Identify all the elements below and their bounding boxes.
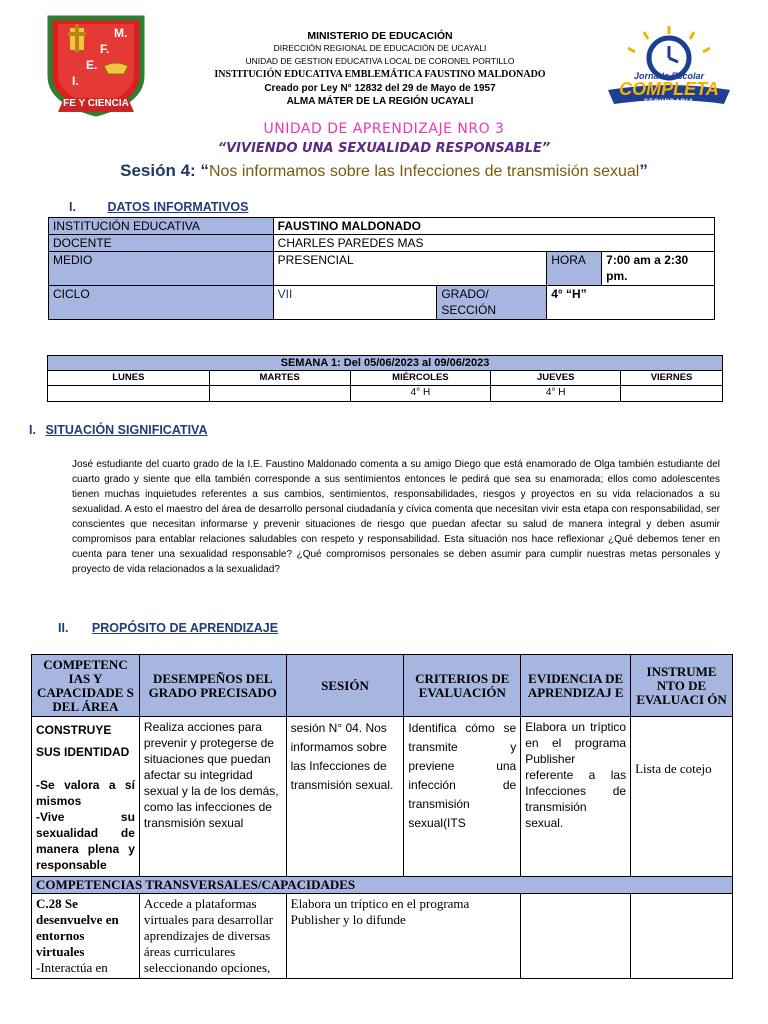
col-performances: DESEMPEÑOS DEL GRADO PRECISADO: [139, 655, 286, 717]
proposito-table: [31, 654, 733, 979]
capacity-self-value: -Se valora a sí mismos: [36, 778, 135, 808]
school-shield-logo: [44, 14, 148, 118]
capacity-sexuality: -Vive su sexualidad de manera plena y responsable: [36, 810, 135, 872]
week-range: SEMANA 1: Del 05/06/2023 al 09/06/2023: [48, 356, 723, 371]
slot-monday: [48, 386, 210, 402]
transversal-evidence-cell: [521, 894, 631, 979]
shield-letter-e: E.: [86, 58, 98, 72]
institution-label: INSTITUCIÓN EDUCATIVA: [49, 218, 274, 235]
competence-title: CONSTRUYE SUS IDENTIDAD: [36, 723, 130, 759]
session-close-quote: ”: [639, 161, 648, 180]
situacion-heading-num: I.: [29, 423, 36, 437]
teacher-label: DOCENTE: [49, 235, 274, 252]
slot-wednesday: 4° H: [350, 386, 491, 402]
jornada-completa-logo: [604, 24, 734, 110]
law-line: Creado por Ley N° 12832 del 29 de Mayo de 1957: [264, 83, 496, 94]
alma-line: ALMA MÁTER DE LA REGIÓN UCAYALI: [286, 96, 474, 107]
transversal-heading: COMPETENCIAS TRANSVERSALES/CAPACIDADES: [32, 877, 733, 894]
cycle-label: CICLO: [49, 286, 274, 320]
hour-label: HORA: [547, 252, 602, 286]
slot-friday: [621, 386, 723, 402]
day-thursday: JUEVES: [491, 371, 621, 386]
day-monday: LUNES: [48, 371, 210, 386]
col-evidence: EVIDENCIA DE APRENDIZAJ E: [521, 655, 631, 717]
transversal-capacity: -Interactúa en: [36, 960, 108, 975]
schedule-table: [47, 355, 723, 402]
jec-line1: Jornada Escolar: [633, 71, 705, 81]
situacion-paragraph: José estudiante del cuarto grado de la I.E. Faustino Maldonado comenta a su amigo Diego que está enamorado de Olga también estudiante del cuarto grado y siente que ella también corresponde a sus sentimientos entonces le pedirá que sea su enamorada; ellos como adolescentes tienen muchas inquietudes referentes a sus cambios, sentimientos, responsabilidades, riesgos y proyectos en su vida relacionados a su sexualidad. A esto el maestro del área de desarrollo personal ciudadanía y cívica comenta que necesitan vivir esta etapa con responsabilidad, ser conscientes que necesitan informarse y prevenir situaciones de riesgo que puedan afectar su salud de manera integral y deben asumir compromisos para entablar relaciones saludables con respeto y responsabilidad. Esta situación nos hace reflexionar ¿Qué debemos tener en cuenta para tener una sexualidad responsable? ¿Qué compromisos personales se deben asumir para cumplir nuestras metas personales y proyecto de vida relacionados a la sexualidad?: [72, 459, 720, 575]
cycle-value: VII: [273, 286, 437, 320]
shield-letter-i: I.: [72, 74, 79, 88]
session-cell: sesión N° 04. Nos informamos sobre las Infecciones de transmisión sexual.: [286, 717, 404, 877]
instrument-cell: Lista de cotejo: [631, 717, 733, 877]
day-friday: VIERNES: [621, 371, 723, 386]
datos-heading: [69, 200, 248, 214]
col-criteria: CRITERIOS DE EVALUACIÓN: [404, 655, 521, 717]
medium-label: MEDIO: [49, 252, 274, 286]
proposito-heading-num: II.: [58, 621, 69, 635]
session-name: Nos informamos sobre las Infecciones de transmisión sexual: [208, 163, 640, 180]
datos-heading-text: DATOS INFORMATIVOS: [107, 200, 249, 214]
unit-theme: “VIVIENDO UNA SEXUALIDAD RESPONSABLE”: [217, 141, 551, 156]
datos-table: [48, 217, 715, 320]
transversal-instrument-cell: [631, 894, 733, 979]
institution-value: FAUSTINO MALDONADO: [273, 218, 714, 235]
unit-title: UNIDAD DE APRENDIZAJE NRO 3: [263, 121, 505, 137]
day-tuesday: MARTES: [209, 371, 350, 386]
grade-value: 4° “H”: [547, 286, 715, 320]
day-wednesday: MIÉRCOLES: [350, 371, 491, 386]
ugel-line: UNIDAD DE GESTION EDUCATIVA LOCAL DE CORONEL PORTILLO: [245, 56, 515, 66]
institution-line: INSTITUCIÓN EDUCATIVA EMBLEMÁTICA FAUSTINO MALDONADO: [214, 69, 546, 80]
competence-cell: [32, 717, 140, 877]
ministry-line: MINISTERIO DE EDUCACIÓN: [307, 30, 453, 42]
transversal-competence-cell: [32, 894, 140, 979]
situacion-heading-text: SITUACIÓN SIGNIFICATIVA: [45, 423, 208, 437]
hour-value: 7:00 am a 2:30 pm.: [602, 252, 715, 286]
grade-label: GRADO/ SECCIÓN: [437, 286, 547, 320]
slot-thursday: 4° H: [491, 386, 621, 402]
col-session: SESIÓN: [286, 655, 404, 717]
shield-ribbon-text: FE Y CIENCIA: [63, 98, 129, 109]
proposito-heading: [58, 621, 278, 635]
shield-letter-m: M.: [114, 26, 128, 40]
slot-tuesday: [209, 386, 350, 402]
transversal-session-cell: Elabora un tríptico en el programa Publisher y lo difunde: [286, 894, 521, 979]
direction-line: DIRECCIÓN REGIONAL DE EDUCACIÓN DE UCAYALI: [273, 43, 487, 53]
jec-line3: SECUNDARIA: [643, 99, 694, 105]
performance-cell: Realiza acciones para prevenir y protegerse de situaciones que puedan afectar su integridad sexual y la de los demás, como las infecciones de transmisión sexual: [139, 717, 286, 877]
datos-heading-num: I.: [69, 200, 76, 214]
session-label: Sesión 4: “: [120, 161, 209, 180]
proposito-heading-text: PROPÓSITO DE APRENDIZAJE: [91, 621, 279, 635]
col-competencies: COMPETENC IAS Y CAPACIDADE S DEL ÁREA: [32, 655, 140, 717]
medium-value: PRESENCIAL: [273, 252, 547, 286]
col-instrument: INSTRUME NTO DE EVALUACI ÓN: [631, 655, 733, 717]
transversal-competence: C.28 Se desenvuelve en entornos virtuales: [36, 896, 119, 959]
criteria-cell: Identifica cómo se transmite y previene una infección de transmisión sexual(ITS: [404, 717, 521, 877]
jec-line2: COMPLETA: [619, 79, 719, 99]
transversal-performance-cell: Accede a plataformas virtuales para desarrollar aprendizajes de diversas áreas curriculares seleccionando opciones,: [139, 894, 286, 979]
situacion-heading: [29, 423, 207, 437]
session-title: [0, 161, 768, 181]
teacher-value: CHARLES PAREDES MAS: [273, 235, 714, 252]
shield-letter-f: F.: [100, 42, 110, 56]
evidence-cell: Elabora un tríptico en el programa Publisher referente a las Infecciones de transmisión sexual.: [521, 717, 631, 877]
